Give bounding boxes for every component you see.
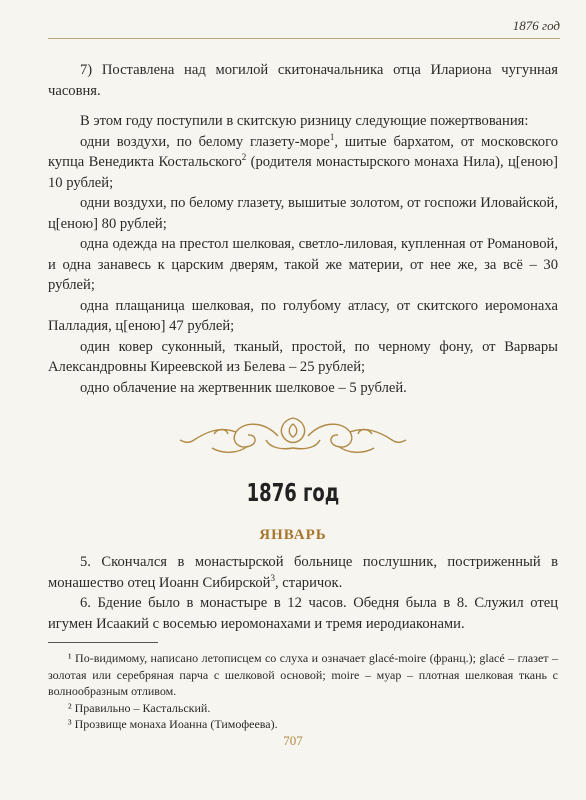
paragraph-item-7: 7) Поставлена над могилой скитоначальника отца Илариона чугунная часовня. [48, 62, 558, 99]
paragraph-donation-1 [48, 132, 558, 194]
entry-5-text: 5. Скончался в монастырской больнице послушник, постриженный в монашество отец Иоанн Сибирской [48, 554, 558, 591]
entry-5-end: , старичок. [275, 574, 343, 591]
footnote-ref-3[interactable]: 3 [270, 572, 275, 583]
running-head-title: 1876 год [512, 18, 560, 33]
january-entries [48, 552, 558, 634]
donation-1-end: (родителя монастырского монаха Нила), ц[еною] 10 рублей; [48, 154, 558, 191]
year-heading: 1876 год [246, 478, 340, 507]
main-text [48, 60, 558, 398]
paragraph-donation-5: один ковер суконный, тканый, простой, по черному фону, от Варвары Александровны Киреевской из Белева – 25 рублей; [48, 338, 558, 375]
entry-6: 6. Бдение было в монастыре в 12 часов. Обедня была в 8. Служил отец игумен Исаакий с восемью иеромонахами и тремя иеродиаконами. [48, 595, 558, 632]
running-head [48, 18, 560, 39]
entry-5 [48, 552, 558, 593]
paragraph-donation-3: одна одежда на престол шелковая, светло-лиловая, купленная от Романовой, и одна занавесь к царским дверям, такой же материи, от нее же, за всё – 30 рублей; [48, 236, 558, 293]
footnote-divider [48, 642, 158, 643]
footnote-ref-1[interactable]: 1 [329, 131, 335, 142]
footnote-1: ¹ По-видимому, написано летописцем со слуха и означает glacé-moire (франц.); glacé – глазет – золотая или серебряная парча с шелковой основой; moire – муар – плотная шелковая ткань с волнообразным отливом. [48, 651, 558, 698]
footnotes [48, 650, 558, 733]
month-heading: ЯНВАРЬ [259, 527, 327, 543]
donation-1-mid: , шитые бархатом, от московского купца Венедикта Костальского [48, 133, 558, 170]
paragraph-donation-2: одни воздухи, по белому глазету, вышитые золотом, от госпожи Иловайской, ц[еною] 80 рублей; [48, 195, 558, 232]
paragraph-donation-6: одно облачение на жертвенник шелковое – 5 рублей. [80, 379, 407, 396]
paragraph-donation-4: одна плащаница шелковая, по голубому атласу, от скитского иеромонаха Палладия, ц[еною] 47 рублей; [48, 297, 558, 334]
footnote-2: ² Правильно – Кастальский. [68, 700, 211, 715]
page-number: 707 [283, 733, 303, 748]
footnote-ref-2[interactable]: 2 [241, 152, 247, 163]
donation-1-start: одни воздухи, по белому глазету-море [80, 133, 330, 150]
paragraph-donations-intro: В этом году поступили в скитскую ризницу следующие пожертвования: [80, 113, 529, 129]
ornament-divider-icon [178, 410, 408, 460]
footnote-3: ³ Прозвище монаха Иоанна (Тимофеева). [68, 717, 278, 731]
